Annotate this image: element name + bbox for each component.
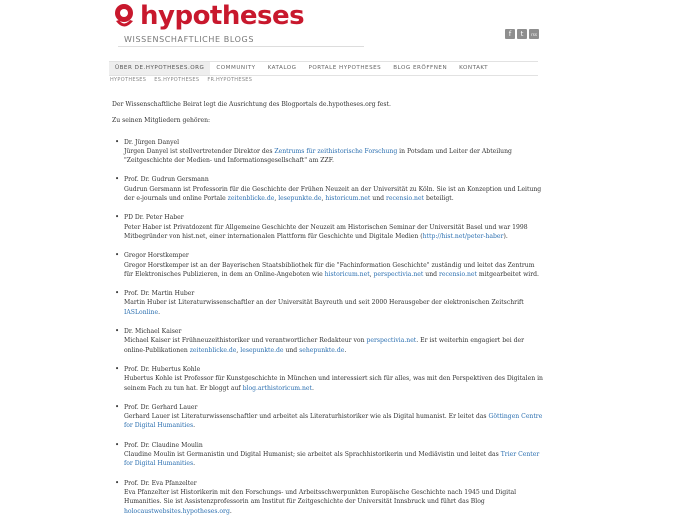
member-item bbox=[112, 327, 544, 355]
logo-text: hypotheses bbox=[140, 1, 305, 31]
link-sehepunkte[interactable]: sehepunkte.de bbox=[299, 346, 345, 354]
member-bio: ). bbox=[503, 232, 508, 240]
member-bio: . bbox=[344, 346, 347, 354]
social-links bbox=[505, 29, 539, 39]
subnav-item-fr[interactable]: FR.HYPOTHESES bbox=[207, 77, 253, 83]
subnav-item-hypotheses[interactable]: HYPOTHESES bbox=[110, 77, 147, 83]
member-name: • Prof. Dr. Eva Pfanzelter bbox=[124, 479, 197, 487]
member-bio: und bbox=[423, 270, 439, 278]
member-item bbox=[112, 479, 544, 516]
tagline-divider bbox=[118, 46, 364, 47]
member-bio: beteiligt. bbox=[424, 195, 454, 203]
member-bio: . bbox=[193, 460, 196, 468]
link-zeitenblicke[interactable]: zeitenblicke.de bbox=[227, 195, 275, 203]
link-arthistoricum[interactable]: blog.arthistoricum.net bbox=[242, 384, 312, 392]
member-name: • Prof. Dr. Claudine Moulin bbox=[124, 441, 203, 449]
member-bio: und bbox=[283, 346, 300, 354]
member-bio: Peter Haber ist Privatdozent für Allgemeine Geschichte der Neuzeit am Historischen Seminar der Universität Basel und war 1998 Mitbegründer von hist.net, einer internationalen Plattform für Geschichte und Digitale Medien ( bbox=[124, 223, 528, 240]
member-name: • Prof. Dr. Martin Huber bbox=[124, 290, 195, 298]
member-item bbox=[112, 213, 544, 241]
nav-item-about[interactable]: ÜBER DE.HYPOTHESES.ORG bbox=[109, 62, 210, 75]
member-bio: . bbox=[229, 507, 232, 515]
member-item bbox=[112, 138, 544, 166]
member-item bbox=[112, 289, 544, 317]
member-item bbox=[112, 175, 544, 203]
member-bio: Martin Huber ist Literaturwissenschaftler an der Universität Bayreuth und seit 2000 Herausgeber der elektronischen Zeitschrift bbox=[124, 299, 524, 307]
rss-icon[interactable]: rss bbox=[529, 29, 539, 39]
members-heading: Zu seinen Mitgliedern gehören: bbox=[112, 117, 211, 125]
member-name: • Prof. Dr. Hubertus Kohle bbox=[124, 365, 201, 373]
facebook-icon[interactable]: f bbox=[505, 29, 515, 39]
member-item bbox=[112, 403, 544, 431]
member-bio: Hubertus Kohle ist Professor für Kunstgeschichte in München und interessiert sich für alles, was mit den Perspektiven des Digitalen in seinem Fach zu tun hat. Er bloggt auf bbox=[124, 375, 543, 392]
link-perspectivia[interactable]: perspectivia.net bbox=[366, 337, 417, 345]
member-bio: , bbox=[274, 195, 279, 203]
link-historicum[interactable]: historicum.net bbox=[324, 270, 370, 278]
member-name: • Prof. Dr. Gerhard Lauer bbox=[124, 403, 198, 411]
member-bio: Jürgen Danyel ist stellvertretender Direktor des bbox=[124, 147, 275, 155]
nav-item-kontakt[interactable]: KONTAKT bbox=[459, 65, 489, 71]
member-name: • Dr. Jürgen Danyel bbox=[124, 138, 180, 146]
member-bio: , bbox=[369, 270, 374, 278]
member-bio: , bbox=[321, 195, 326, 203]
link-goettingen-dh[interactable]: Göttingen Centre for Digital Humanities bbox=[124, 413, 543, 430]
site-tagline: WISSENSCHAFTLICHE BLOGS bbox=[124, 35, 255, 44]
member-bio: . Er ist weiterhin engagiert bei der online-Publikationen bbox=[124, 337, 525, 354]
link-recensio[interactable]: recensio.net bbox=[385, 195, 425, 203]
link-trier-dh[interactable]: Trier Center for Digital Humanities bbox=[124, 451, 540, 468]
member-bio: Eva Pfanzelter ist Historikerin mit den Forschungs- und Arbeitsschwerpunkten Europäische Geschichte nach 1945 und Digital Humanities. Sie ist Assistenzprofessorin am Institut für Zeitgeschichte der Universität Innsbruck und führt das Blog bbox=[124, 488, 517, 506]
link-lesepunkte[interactable]: lesepunkte.de bbox=[278, 195, 322, 203]
member-name: • Gregor Horstkemper bbox=[124, 252, 189, 260]
link-zeitenblicke[interactable]: zeitenblicke.de bbox=[189, 346, 237, 354]
member-bio: Michael Kaiser ist Frühneuzeithistoriker und verantwortlicher Redakteur von bbox=[124, 337, 367, 345]
member-bio: Claudine Moulin ist Germanistin und Digital Humanist; sie arbeitet als Sprachhistorikerin und Mediävistin und leitet das bbox=[124, 451, 501, 459]
subnav-item-es[interactable]: ES.HYPOTHESES bbox=[154, 77, 200, 83]
member-item bbox=[112, 365, 544, 393]
nav-item-portale[interactable]: PORTALE HYPOTHESES bbox=[308, 65, 382, 71]
main-content bbox=[112, 100, 544, 526]
member-bio: mitgearbeitet wird. bbox=[477, 270, 539, 278]
link-hist-net[interactable]: http://hist.net/peter-haber bbox=[422, 232, 504, 240]
sub-navigation bbox=[110, 77, 252, 83]
link-iaslonline[interactable]: IASLonline bbox=[124, 308, 159, 316]
member-bio: und bbox=[370, 195, 386, 203]
member-name: • Dr. Michael Kaiser bbox=[124, 328, 182, 336]
nav-item-blog-eroeffnen[interactable]: BLOG ERÖFFNEN bbox=[393, 65, 448, 71]
link-zzf[interactable]: Zentrums für zeithistorische Forschung bbox=[274, 147, 398, 155]
link-recensio[interactable]: recensio.net bbox=[438, 270, 477, 278]
hypotheses-logo-icon bbox=[112, 2, 137, 30]
member-name: • Prof. Dr. Gudrun Gersmann bbox=[124, 176, 209, 184]
link-historicum[interactable]: historicum.net bbox=[325, 195, 371, 203]
member-bio: . bbox=[311, 384, 314, 392]
link-holocaustwebsites[interactable]: holocaustwebsites.hypotheses.org bbox=[124, 507, 230, 515]
member-bio: in Potsdam und Leiter der Abteilung "Zeitgeschichte der Medien- und Informationsgesellschaft" am ZZF. bbox=[124, 147, 512, 165]
member-bio: . bbox=[158, 308, 160, 316]
nav-item-community[interactable]: COMMUNITY bbox=[216, 65, 256, 71]
link-perspectivia[interactable]: perspectivia.net bbox=[373, 270, 424, 278]
link-lesepunkte[interactable]: lesepunkte.de bbox=[240, 346, 284, 354]
member-bio: Gerhard Lauer ist Literaturwissenschaftler und arbeitet als Literaturhistoriker wie als Digital humanist. Er leitet das bbox=[124, 413, 489, 421]
member-bio: Gudrun Gersmann ist Professorin für die Geschichte der Frühen Neuzeit an der Universität zu Köln. Sie ist an Konzeption und Leitung der e-journals und online Portale bbox=[124, 185, 542, 203]
member-name: • PD Dr. Peter Haber bbox=[124, 214, 184, 222]
site-logo[interactable] bbox=[112, 2, 304, 30]
member-bio: . bbox=[193, 422, 196, 430]
twitter-icon[interactable]: t bbox=[517, 29, 527, 39]
main-navigation bbox=[109, 61, 538, 76]
intro-text: Der Wissenschaftliche Beirat legt die Ausrichtung des Blogportals de.hypotheses.org fest. bbox=[112, 101, 391, 108]
member-item bbox=[112, 441, 544, 469]
members-list bbox=[112, 138, 544, 516]
member-item bbox=[112, 251, 544, 279]
member-bio: Gregor Horstkemper ist an der Bayerischen Staatsbibliothek für die "Fachinformation Geschichte" zuständig und leitet das Zentrum für Elektronisches Publizieren, in dem an Online-Angeboten wie bbox=[124, 261, 535, 278]
member-bio: , bbox=[236, 346, 241, 354]
nav-item-katalog[interactable]: KATALOG bbox=[267, 65, 297, 71]
